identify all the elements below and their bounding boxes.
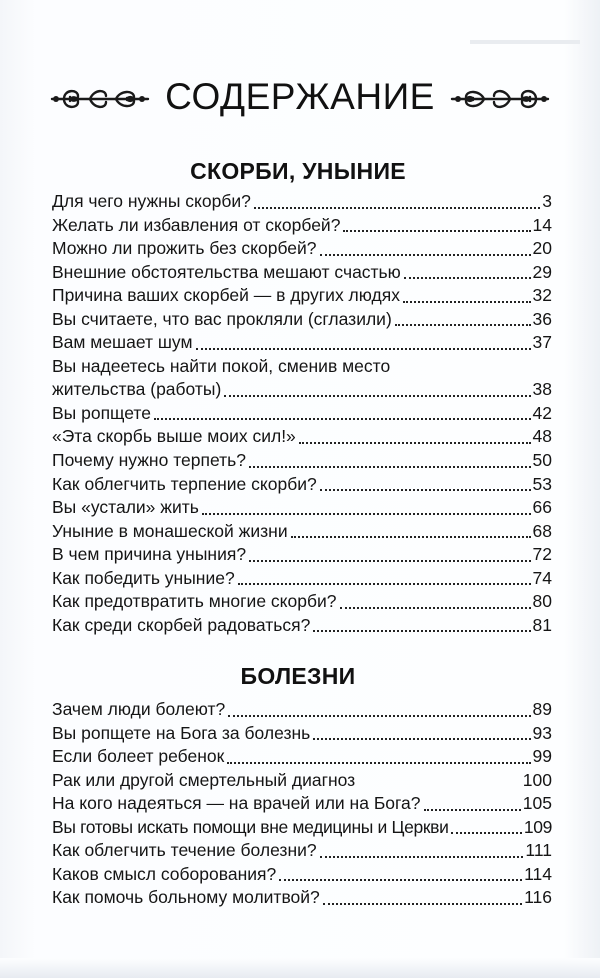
toc-entry-page: 80 [532,591,552,612]
toc-entry-page: 50 [532,450,552,471]
leader-dots [313,737,530,740]
leader-dots [320,488,531,491]
leader-dots [299,441,531,444]
toc-entry[interactable] [52,284,552,308]
toc-entry[interactable] [52,792,552,816]
toc-entry-page: 72 [532,544,552,565]
leader-dots [249,465,531,468]
toc-entry-title: Уныние в монашеской жизни [52,520,288,541]
toc-entry-title: Вы считаете, что вас прокляли (сглазили) [52,308,392,329]
toc-list-sorrows [52,190,552,637]
toc-entry[interactable] [52,425,552,449]
toc-entry-page: 37 [532,332,552,353]
leader-dots [323,902,522,905]
leader-dots [202,512,531,515]
toc-entry-page: 93 [532,722,552,743]
toc-entry-title: В чем причина уныния? [52,544,247,565]
toc-entry-title: Если болеет ребенок [52,746,225,767]
section-heading-illnesses: БОЛЕЗНИ [240,663,356,689]
toc-entry-page: 29 [532,261,552,282]
toc-entry[interactable] [52,214,552,238]
toc-entry-title: Как предотвратить многие скорби? [52,591,337,612]
toc-entry[interactable] [52,261,552,285]
toc-entry-first-line[interactable] [52,355,552,379]
toc-entry-page: 105 [522,793,552,814]
leader-dots [320,855,524,858]
toc-entry-page: 99 [532,746,552,767]
toc-entry-page: 114 [524,863,552,884]
leader-dots [196,347,531,350]
toc-entry[interactable] [52,473,552,497]
toc-entry-page: 42 [532,402,552,423]
toc-entry-page: 3 [542,191,552,211]
toc-entry-page: 116 [524,887,552,908]
toc-entry-page: 32 [532,285,552,306]
toc-entry[interactable] [52,698,552,722]
toc-entry[interactable] [52,402,552,426]
toc-entry-title: Как победить уныние? [52,567,235,588]
leader-dots [154,417,531,420]
toc-entry-title: «Эта скорбь выше моих сил!» [52,426,296,447]
leader-dots [340,606,531,609]
toc-entry[interactable] [52,590,552,614]
toc-entry-title: Как среди скорбей радоваться? [52,614,311,635]
toc-entry-page: 38 [532,379,552,400]
leader-dots [343,229,530,232]
leader-dots [404,276,531,279]
toc-entry[interactable] [52,567,552,591]
toc-entry-page: 48 [532,426,552,447]
toc-entry-page: 74 [532,567,552,588]
toc-entry-title: Как облегчить течение болезни? [52,840,317,861]
toc-entry-title: Вы ропщете на Бога за болезнь [52,722,311,743]
toc-entry-title: Внешние обстоятельства мешают счастью [52,261,401,282]
page-title: СОДЕРЖАНИЕ [165,76,435,117]
toc-entry-page: 20 [532,238,552,259]
toc-entry[interactable] [52,816,552,840]
toc-entry[interactable] [52,886,552,910]
toc-entry-title: Вы ропщете [52,402,151,423]
leader-dots [227,761,530,764]
leader-dots [320,253,531,256]
toc-entry[interactable] [52,614,552,638]
toc-entry[interactable] [52,190,552,214]
toc-list-illnesses [52,698,552,910]
toc-entry-title-continuation: жительства (работы) [52,379,222,400]
leader-dots [451,831,522,834]
toc-entry[interactable] [52,237,552,261]
leader-dots [228,714,530,717]
leader-dots [249,559,530,562]
toc-entry-title: Вы «устали» жить [52,497,199,518]
toc-entry-title: Как помочь больному молитвой? [52,887,320,908]
toc-entry[interactable] [52,839,552,863]
toc-entry-page: 109 [523,816,552,837]
toc-entry-title: На кого надеяться — на врачей или на Бога? [52,793,421,814]
leader-dots [291,535,531,538]
toc-entry-title: Вы надеетесь найти покой, сменив место [52,355,391,376]
toc-entry-title: Каков смысл соборования? [52,863,277,884]
toc-entry-title: Для чего нужны скорби? [52,191,251,211]
toc-entry[interactable] [52,331,552,355]
leader-dots [254,206,540,209]
toc-entry[interactable] [52,449,552,473]
toc-entry-continuation[interactable] [52,378,552,402]
toc-entry-title: Можно ли прожить без скорбей? [52,238,317,259]
toc-entry-title: Зачем люди болеют? [52,699,226,719]
bleed-through-mark [470,40,580,44]
toc-entry-page: 81 [532,614,552,635]
toc-entry-title: Желать ли избавления от скорбей? [52,214,341,235]
toc-entry-title: Причина ваших скорбей — в других людях [52,285,400,306]
page-header [44,72,556,124]
leader-dots [395,323,531,326]
toc-entry[interactable] [52,496,552,520]
toc-entry-page: 66 [532,497,552,518]
section-heading-sorrows: СКОРБИ, УНЫНИЕ [190,158,406,184]
toc-entry-page: 36 [532,308,552,329]
toc-entry-page: 89 [532,699,552,719]
toc-entry-page: 14 [532,214,552,235]
leader-dots [313,629,530,632]
toc-entry-title: Рак или другой смертельный диагноз [52,769,356,790]
toc-entry[interactable] [52,520,552,544]
toc-entry[interactable] [52,308,552,332]
toc-entry[interactable] [52,722,552,746]
toc-entry[interactable] [52,769,552,793]
toc-entry-page: 68 [532,520,552,541]
right-ornament-icon [450,84,550,114]
toc-entry[interactable] [52,863,552,887]
toc-entry-title: Почему нужно терпеть? [52,450,246,471]
toc-entry-page: 53 [532,473,552,494]
page-bottom-edge [0,958,600,978]
toc-entry-page: 111 [525,840,552,861]
leader-dots [224,394,530,397]
leader-dots [279,878,522,881]
leader-dots [238,582,531,585]
toc-entry-title: Как облегчить терпение скорби? [52,473,317,494]
toc-entry-title: Вы готовы искать помощи вне медицины и Церкви [52,816,449,837]
leader-dots [403,300,531,303]
leader-dots [424,808,521,811]
toc-entry-title: Вам мешает шум [52,332,193,353]
toc-entry-page: 100 [522,769,552,790]
toc-entry[interactable] [52,543,552,567]
toc-entry[interactable] [52,745,552,769]
